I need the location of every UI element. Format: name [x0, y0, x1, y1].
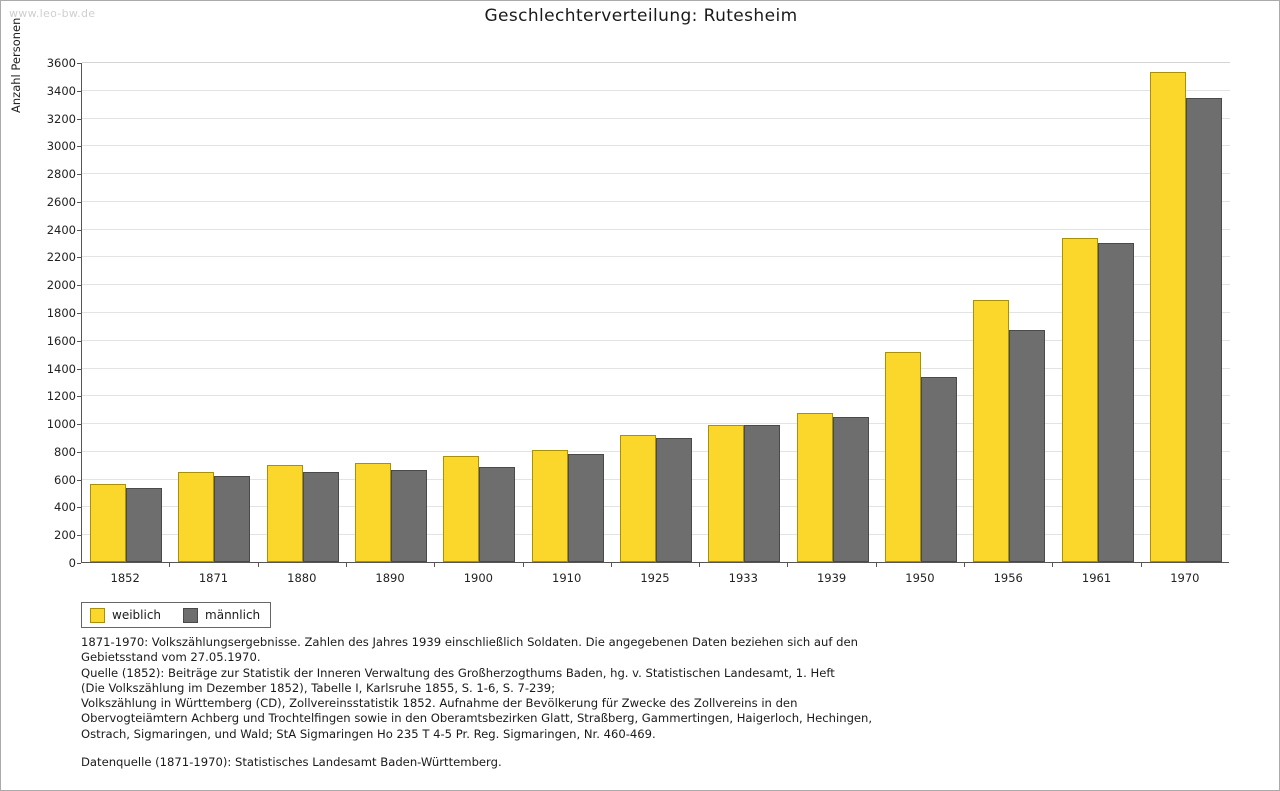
y-tick-label: 2800	[46, 167, 76, 182]
legend-label-maennlich: männlich	[205, 608, 261, 622]
y-tick-mark	[77, 257, 81, 258]
x-tick-mark	[787, 563, 788, 567]
y-tick-mark	[77, 174, 81, 175]
bar-männlich-1950	[921, 377, 957, 562]
bar-weiblich-1852	[90, 484, 126, 562]
bar-weiblich-1970	[1150, 72, 1186, 562]
legend-swatch-maennlich	[183, 608, 198, 623]
x-tick-mark	[169, 563, 170, 567]
x-tick-label: 1852	[110, 571, 140, 585]
x-tick-label: 1970	[1170, 571, 1200, 585]
legend-label-weiblich: weiblich	[112, 608, 162, 622]
x-tick-mark	[964, 563, 965, 567]
x-tick-label: 1961	[1081, 571, 1112, 585]
y-tick-label: 1600	[46, 333, 76, 348]
y-tick-mark	[77, 119, 81, 120]
y-tick-label: 0	[68, 556, 76, 570]
bar-männlich-1890	[391, 470, 427, 562]
footnote-line: Obervogteiämtern Achberg und Trochtelfingen sowie in den Oberamtsbezirken Glatt, Straßberg, Gammertingen, Haigerloch, Hechingen,	[81, 711, 873, 726]
gridline	[82, 395, 1230, 396]
y-axis-label: Anzahl Personen	[9, 17, 23, 113]
footnotes	[81, 635, 1201, 770]
bar-weiblich-1880	[267, 465, 303, 562]
y-tick-label: 2000	[46, 278, 76, 293]
legend-swatch-weiblich	[90, 608, 105, 623]
y-tick-label: 1000	[46, 417, 76, 432]
legend-item-weiblich	[90, 608, 161, 623]
x-tick-label: 1933	[728, 571, 758, 585]
bar-männlich-1956	[1009, 330, 1045, 562]
x-tick-label: 1939	[816, 571, 847, 585]
gridline	[82, 229, 1230, 230]
bar-weiblich-1933	[708, 425, 744, 563]
y-tick-mark	[77, 563, 81, 564]
plot-wrapper	[9, 17, 1229, 585]
y-tick-mark	[77, 341, 81, 342]
footnote-line: Datenquelle (1871-1970): Statistisches Landesamt Baden-Württemberg.	[81, 755, 502, 770]
x-tick-label: 1890	[375, 571, 405, 585]
y-tick-label: 3200	[46, 111, 76, 126]
x-tick-label: 1950	[905, 571, 935, 585]
x-tick-mark	[434, 563, 435, 567]
footnote-line: 1871-1970: Volkszählungsergebnisse. Zahlen des Jahres 1939 einschließlich Soldaten. Die angegebenen Daten beziehen sich auf den	[81, 635, 858, 649]
bar-männlich-1939	[833, 417, 869, 562]
y-tick-label: 2200	[46, 250, 76, 265]
bar-männlich-1852	[126, 488, 162, 562]
gridline	[82, 423, 1230, 424]
bar-weiblich-1956	[973, 300, 1009, 562]
y-tick-mark	[77, 507, 81, 508]
y-tick-label: 200	[54, 528, 76, 543]
y-tick-mark	[77, 480, 81, 481]
bar-männlich-1961	[1098, 243, 1134, 562]
bar-männlich-1871	[214, 476, 250, 562]
x-tick-label: 1900	[463, 571, 494, 585]
chart-legend	[81, 602, 271, 628]
y-tick-label: 3600	[46, 56, 76, 70]
y-tick-mark	[77, 285, 81, 286]
bar-männlich-1933	[744, 425, 780, 562]
gridline	[82, 145, 1230, 146]
y-tick-mark	[77, 91, 81, 92]
y-tick-label: 800	[54, 444, 76, 459]
y-tick-mark	[77, 63, 81, 64]
x-tick-mark	[1052, 563, 1053, 567]
y-tick-label: 1200	[46, 389, 76, 404]
gridline	[82, 90, 1230, 91]
x-tick-label: 1880	[287, 571, 317, 585]
gridline	[82, 368, 1230, 369]
bar-weiblich-1900	[443, 456, 479, 562]
footnote-line: (Die Volkszählung im Dezember 1852), Tabelle I, Karlsruhe 1855, S. 1-6, S. 7-239;	[81, 680, 556, 695]
footnote-line: Volkszählung in Württemberg (CD), Zollvereinsstatistik 1852. Aufnahme der Bevölkerung für Zwecke des Zollvereins in den	[81, 696, 798, 711]
chart-title: Geschlechterverteilung: Rutesheim	[484, 6, 798, 26]
y-tick-mark	[77, 535, 81, 536]
bar-weiblich-1925	[620, 435, 656, 562]
gridline	[82, 256, 1230, 257]
x-tick-mark	[611, 563, 612, 567]
x-tick-mark	[699, 563, 700, 567]
gridline	[82, 340, 1230, 341]
x-tick-label: 1956	[993, 571, 1023, 585]
y-tick-mark	[77, 230, 81, 231]
y-tick-label: 2400	[46, 222, 76, 237]
y-tick-label: 600	[54, 472, 76, 487]
footnote-block-dataset	[81, 755, 1201, 770]
bar-männlich-1900	[479, 467, 515, 562]
bar-weiblich-1890	[355, 463, 391, 562]
y-tick-label: 2600	[46, 194, 76, 209]
y-tick-mark	[77, 202, 81, 203]
y-tick-mark	[77, 146, 81, 147]
footnote-line: Gebietsstand vom 27.05.1970.	[81, 650, 261, 665]
x-tick-label: 1871	[198, 571, 229, 585]
gridline	[82, 62, 1230, 63]
y-tick-mark	[77, 313, 81, 314]
bar-weiblich-1950	[885, 352, 921, 562]
gridline	[82, 312, 1230, 313]
y-tick-mark	[77, 452, 81, 453]
bar-männlich-1910	[568, 454, 604, 562]
footnote-block-source	[81, 635, 1201, 742]
y-tick-mark	[77, 396, 81, 397]
y-tick-label: 3000	[46, 139, 76, 154]
y-tick-label: 1800	[46, 306, 76, 320]
x-tick-mark	[346, 563, 347, 567]
y-tick-label: 400	[54, 500, 76, 515]
bar-weiblich-1961	[1062, 238, 1098, 562]
bar-weiblich-1910	[532, 450, 568, 563]
bar-männlich-1970	[1186, 98, 1222, 562]
y-tick-label: 3400	[46, 83, 76, 98]
gridline	[82, 284, 1230, 285]
x-tick-mark	[258, 563, 259, 567]
bar-männlich-1925	[656, 438, 692, 562]
x-tick-mark	[1141, 563, 1142, 567]
gridline	[82, 173, 1230, 174]
footnote-line: Ostrach, Sigmaringen, und Wald; StA Sigmaringen Ho 235 T 4-5 Pr. Reg. Sigmaringen, Nr. 460-469.	[81, 726, 656, 741]
x-tick-mark	[523, 563, 524, 567]
x-tick-label: 1925	[640, 571, 670, 585]
legend-item-maennlich	[183, 608, 260, 623]
bar-männlich-1880	[303, 472, 339, 562]
plot-area	[81, 63, 1229, 563]
footnote-spacer	[81, 742, 1201, 755]
y-tick-mark	[77, 424, 81, 425]
x-tick-mark	[876, 563, 877, 567]
bar-weiblich-1871	[178, 472, 214, 562]
watermark-label: www.leo-bw.de	[9, 7, 96, 20]
bar-weiblich-1939	[797, 413, 833, 562]
x-tick-label: 1910	[552, 571, 582, 585]
gridline	[82, 118, 1230, 119]
footnote-line: Quelle (1852): Beiträge zur Statistik der Inneren Verwaltung des Großherzogthums Baden, hg. v. Statistischen Landesamt, 1. Heft	[81, 665, 835, 680]
gridline	[82, 201, 1230, 202]
y-tick-mark	[77, 369, 81, 370]
y-tick-label: 1400	[46, 361, 76, 376]
